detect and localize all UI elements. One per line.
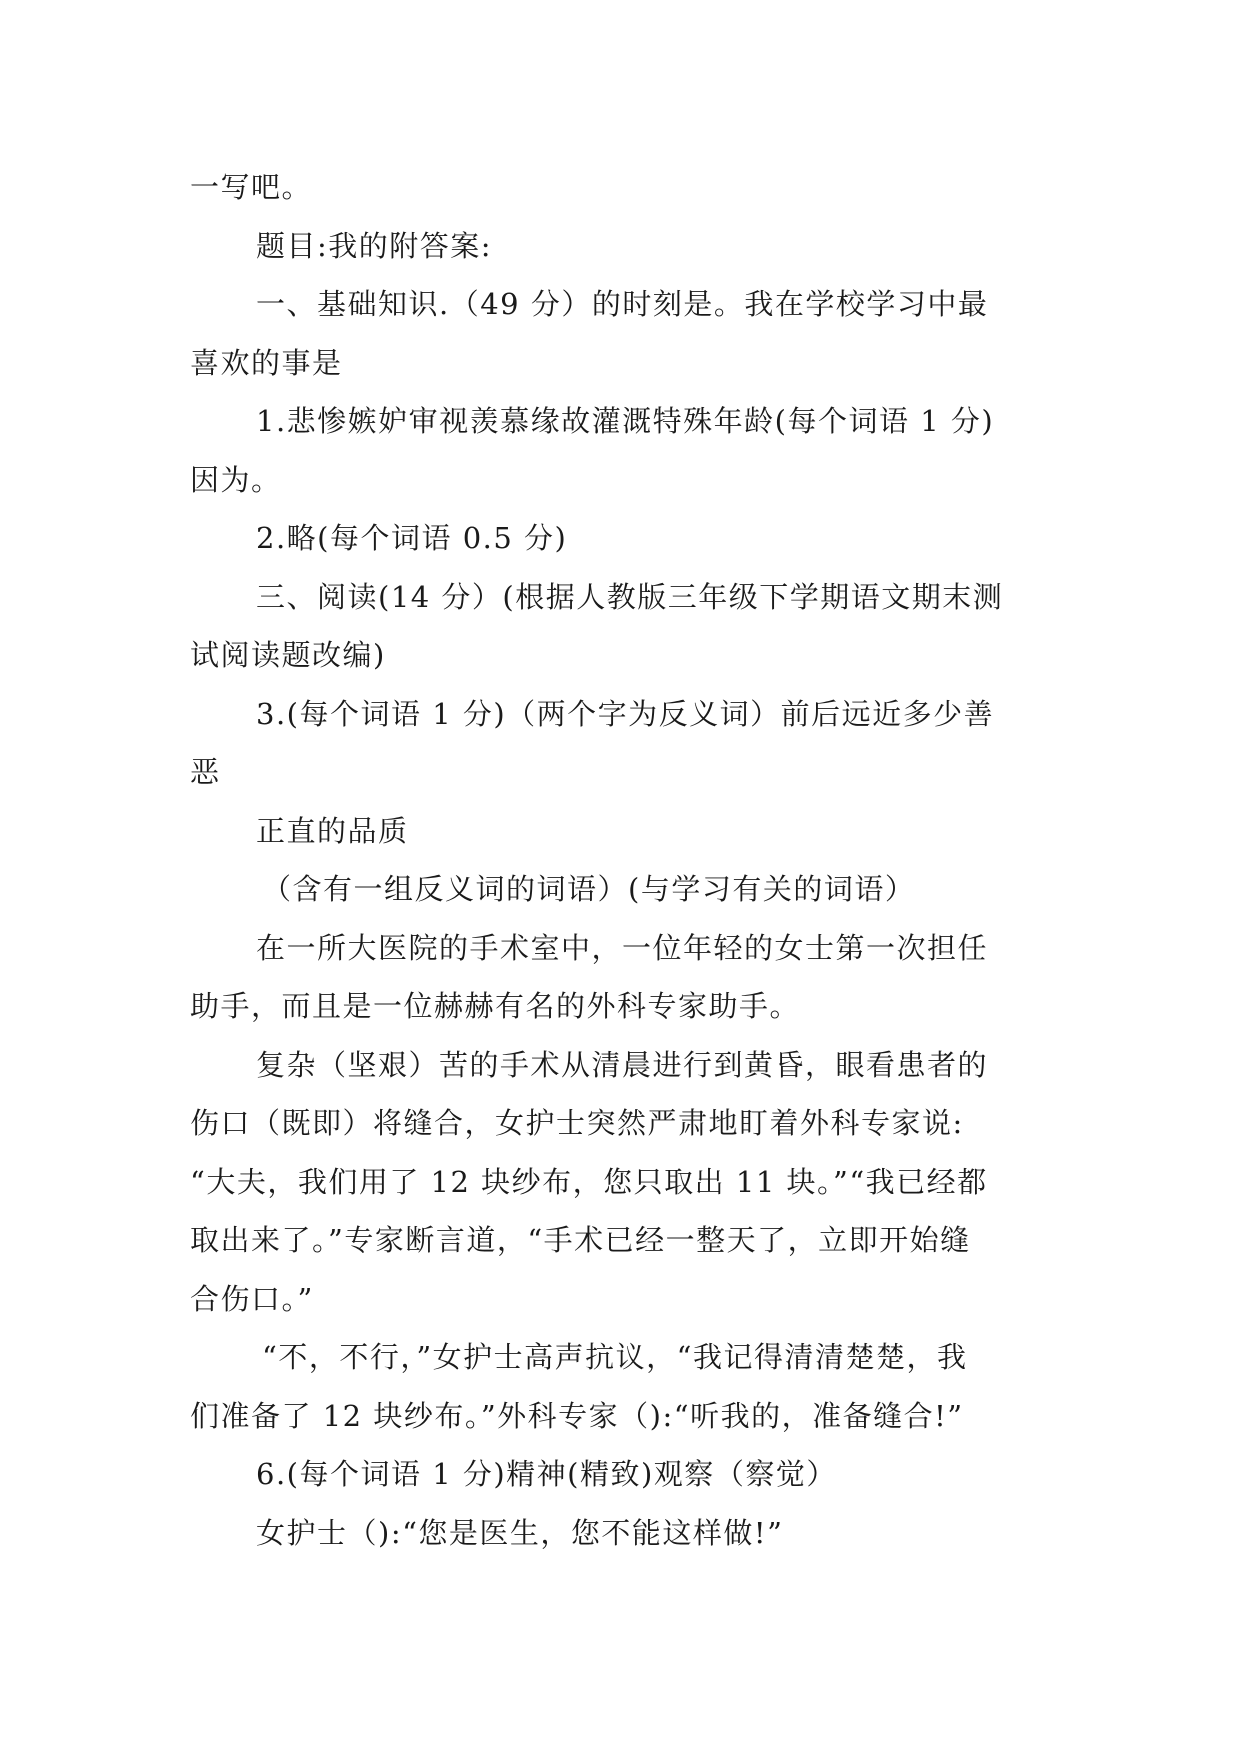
text-line: 题目:我的附答案: [256,228,493,263]
text-line: 复杂（坚艰）苦的手术从清晨进行到黄昏，眼看患者的 [256,1047,989,1082]
text-line: 恶 [190,755,221,789]
text-line: 2.略(每个词语 0.5 分) [256,521,568,555]
text-line: 们准备了 12 块纱布。”外科专家（):“听我的，准备缝合!” [190,1398,964,1433]
text-line: 3.(每个词语 1 分)（两个字为反义词）前后远近多少善 [256,696,995,731]
text-line: 女护士（):“您是医生，您不能这样做!” [256,1515,784,1550]
text-line: “大夫，我们用了 12 块纱布，您只取出 11 块。”“我已经都 [190,1164,988,1199]
text-line: 三、阅读(14 分）(根据人教版三年级下学期语文期末测 [256,579,1004,614]
text-line: 一、基础知识.（49 分）的时刻是。我在学校学习中最 [256,287,989,321]
text-line: 伤口（既即）将缝合，女护士突然严肃地盯着外科专家说: [190,1106,964,1140]
text-line: 试阅读题改编) [190,638,386,672]
text-line: 助手，而且是一位赫赫有名的外科专家助手。 [190,989,801,1023]
text-line: 合伤口。” [190,1281,314,1316]
text-line: 取出来了。”专家断言道，“手术已经一整天了，立即开始缝 [190,1223,971,1257]
text-line: “不，不行，”女护士高声抗议，“我记得清清楚楚，我 [262,1340,968,1374]
document-page [190,158,1060,1562]
text-line: 喜欢的事是 [190,345,343,380]
text-line: 一写吧。 [190,170,313,204]
text-line: 在一所大医院的手术室中，一位年轻的女士第一次担任 [256,930,989,965]
text-line: 1.悲惨嫉妒审视羡慕缘故灌溉特殊年龄(每个词语 1 分) [256,404,995,438]
text-line: （含有一组反义词的词语）(与学习有关的词语） [262,872,916,906]
text-line: 正直的品质 [256,813,409,848]
text-line: 6.(每个词语 1 分)精神(精致)观察（察觉） [256,1457,837,1491]
text-line: 因为。 [190,462,282,497]
